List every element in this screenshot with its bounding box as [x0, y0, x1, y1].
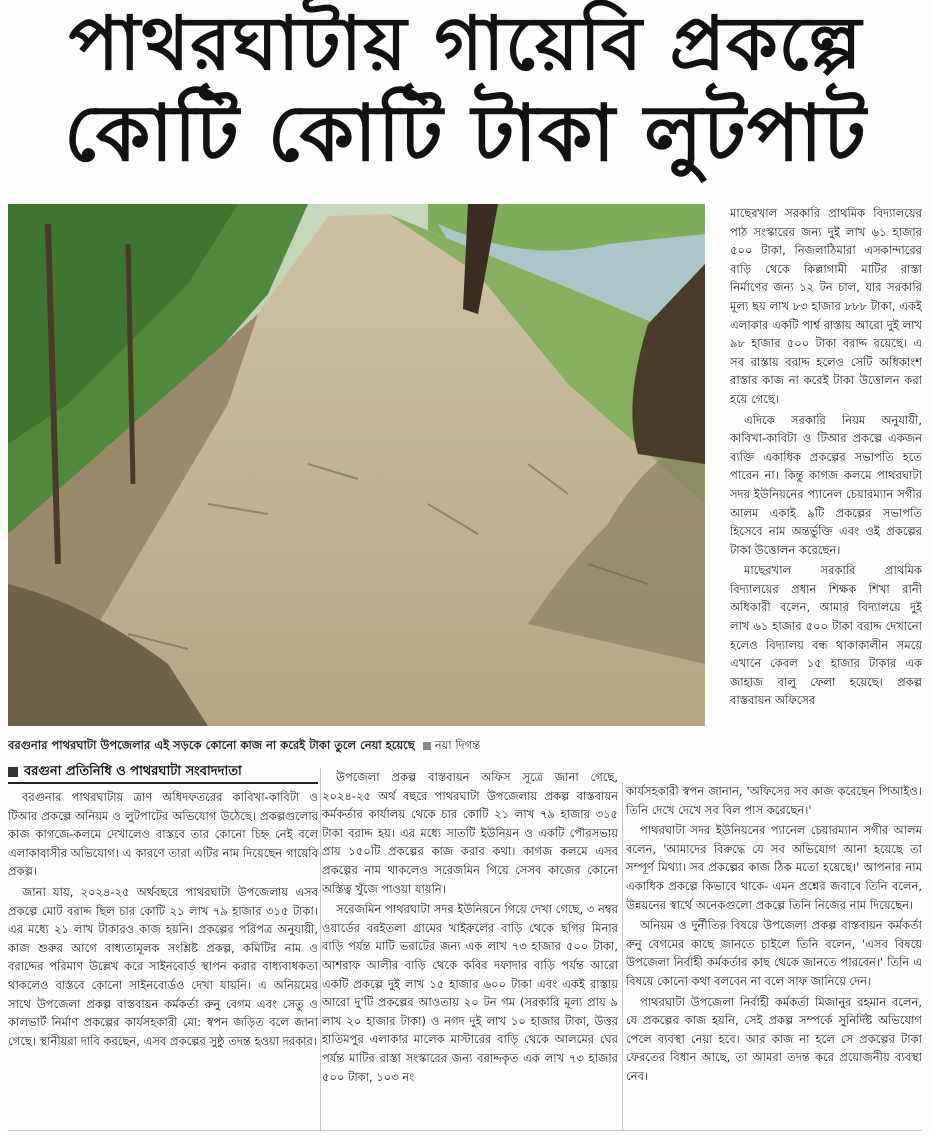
photo-credit: নয়া দিগন্ত: [434, 738, 481, 752]
byline-square-icon: [8, 767, 18, 777]
paragraph: মাছেরখাল সরকারি প্রাথমিক বিদ্যালয়ের প্রধান শিক্ষক শিখা রানী অধিকারী বলেন, আমার বিদ্যালয়ে দুই লাখ ৬১ হাজার ৫০০ টাকা বরাদ্দ দেখানো হলেও বিদ্যালয় বন্ধ থাকাকালীন সময়ে এখানে কেবল ১৫ হাজার টাকার এক জাহাজ বালু ফেলা হয়েছে। প্রকল্প বাস্তবায়ন অফিসের: [730, 563, 922, 708]
bottom-rule: [8, 1130, 922, 1131]
paragraph: পাথরঘাটা উপজেলা নির্বাহী কর্মকর্তা মিজানুর রহমান বলেন, যে প্রকল্পের কাজ হয়নি, সেই প্রকল্প সম্পর্কে সুনির্দিষ্ট অভিযোগ পেলে ব্যবস্থা নেয়া হবে। আর কাজ না হলে সে প্রকল্পের টাকা ফেরতের বিধান আছে, তা আমরা তদন্ত করে প্রয়োজনীয় ব্যবস্থা নেব।: [626, 994, 922, 1083]
paragraph: উপজেলা প্রকল্প বাস্তবায়ন অফিস সূত্রে জানা গেছে, ২০২৪-২৫ অর্থ বছরে পাথরঘাটা উপজেলায় প্রকল্প বাস্তবায়ন কর্মকর্তার কার্যালয় থেকে চার কোটি ২১ লাখ ৭৯ হাজার ৩১৫ টাকা বরাদ্দ হয়। এর মধ্যে সাতটি ইউনিয়ন ও একটি পৌরসভায় প্রায় ১৫০টি প্রকল্পের কাজ করার কথা। কাগজ কলমে এসব প্রকল্পের নাম থাকলেও সরেজমিন গিয়ে সেসব কাজের কোনো অস্তিত্ব খুঁজে পাওয়া যায়নি।: [322, 770, 618, 896]
byline-text: বরগুনা প্রতিনিধি ও পাথরঘাটা সংবাদদাতা: [24, 764, 242, 779]
headline: [0, 1, 931, 179]
road-illustration: [8, 204, 705, 726]
paragraph: বরগুনার পাথরঘাটায় ত্রাণ অধিদফতরের কাবিখা-কাবিটা ও টিআর প্রকল্পে অনিয়ম ও লুটপাটের অভিযোগ উঠেছে। প্রকল্পগুলোর কাজ কাগজে-কলমে দেখালেও বাস্তবে তার কোনো চিহ্ন নেই বলে এলাকাবাসীর অভিযোগ। এ কারণে তারা এটির নাম দিয়েছেন গায়েবি প্রকল্প।: [8, 790, 318, 879]
paragraph: এদিকে সরকারি নিয়ম অনুযায়ী, কাবিখা-কাবিটা ও টিআর প্রকল্পে একজন ব্যক্তি একাধিক প্রকল্পের সভাপতি হতে পারেন না। কিন্তু কাগজ কলমে পাথরঘাটা সদর ইউনিয়নের প্যানেল চেয়ারম্যান সগীর আলম একাই ৯টি প্রকল্পের সভাপতি হিসেবে নাম অন্তর্ভুক্তি এবং ওই প্রকল্পের টাকা উত্তোলন করেছেন।: [730, 412, 922, 557]
byline: [8, 762, 318, 784]
article-column-2: [322, 768, 618, 1130]
headline-line-1: পাথরঘাটায় গায়েবি প্রকল্পে: [68, 1, 863, 87]
news-photo-dirt-road: [8, 204, 705, 726]
article-column-1: [8, 788, 318, 1130]
article-column-right-top: [730, 204, 922, 782]
paragraph: জানা যায়, ২০২৪-২৫ অর্থবছরে পাথরঘাটা উপজেলায় এসব প্রকল্পে মোট বরাদ্দ ছিল চার কোটি ২১ লাখ ৭৯ হাজার ৩১৫ টাকা। এর মধ্যে ২১ লাখ টাকারও কাজ হয়নি। প্রকল্পের পরিপত্র অনুযায়ী, কাজ শুরুর আগে বাধ্যতামূলক সংশ্লিষ্ট প্রকল্প, কমিটির নাম ও বরাদ্দের পরিমাণ উল্লেখ করে সাইনবোর্ড স্থাপন করার বাধ্যবাধকতা থাকলেও বাস্তবে কোনো সাইনবোর্ডও দেখা যায়নি। এ অনিয়মের সাথে উপজেলা প্রকল্প বাস্তবায়ন কর্মকর্তা রুনু বেগম এবং সেতু ও কালভার্ট নির্মাণ প্রকল্পের কার্যসহকারী মো: স্বপন জড়িত বলে জানা গেছে। স্থানীয়রা দাবি করছেন, এসব প্রকল্পের সুষ্ঠু তদন্ত হওয়া দরকার।: [8, 884, 318, 1048]
paragraph: পাথরঘাটা সদর ইউনিয়নের প্যানেল চেয়ারম্যান সগীর আলম বলেন, 'আমাদের বিরুদ্ধে যে সব অভিযোগ আনা হয়েছে তা সম্পূর্ণ মিথ্যা। সব প্রকল্পের কাজ ঠিক মতো হয়েছে।' আপনার নাম একাধিক প্রকল্পে কিভাবে থাকে- এমন প্রশ্নের জবাবে তিনি বলেন, উন্নয়নের স্বার্থে অনেকগুলো প্রকল্পে তিনি নিজের নাম দিয়েছেন।: [626, 823, 922, 912]
column-divider: [320, 768, 321, 1130]
caption-square-icon: [423, 742, 431, 750]
paragraph: সরেজমিন পাথরঘাটা সদর ইউনিয়নে গিয়ে দেখা গেছে, ৩ নম্বর ওয়ার্ডের বরইতলা গ্রামের খাইরুলের বাড়ি থেকে ছগির মিনার বাড়ি পর্যন্ত মাটি ভরাটের জন্য এক লাখ ৭৩ হাজার ৫০০ টাকা, আশরাফ আলীর বাড়ি থেকে কবির দফাদার বাড়ি পর্যন্ত আরো একটি প্রকল্পে দুই লাখ ১৫ হাজার ৬০০ টাকা এবং একই রাস্তায় আরো দু'টি প্রকল্পের আওতায় ২০ টন গম (সরকারি মূল্য প্রায় ৯ লাখ ২০ হাজার টাকা) ও নগদ দুই লাখ ১০ হাজার টাকা, উত্তর হাতিমপুর এলাকার মালেক মাস্টারের বাড়ি থেকে আলমের ঘের পর্যন্ত মাটির রাস্তা সংস্কারের জন্য বরাদ্দকৃত এক লাখ ৭৩ হাজার ৫০০ টাকা, ১০৩ নং: [322, 902, 618, 1084]
paragraph: কার্যসহকারী স্বপন জানান, 'অফিসের সব কাজ করেছেন পিআইও। তিনি দেখে দেখে সব বিল পাস করেছেন।': [626, 784, 922, 817]
paragraph: মাছেরখাল সরকারি প্রাথমিক বিদ্যালয়ের পাঠ সংস্কারের জন্য দুই লাখ ৬১ হাজার ৫০০ টাকা, নিজলাঠিমারা এসকান্দারের বাড়ি থেকে কিল্লাগামী মাটির রাস্তা নির্মাণের জন্য ১২ টন চাল, যার সরকারি মূল্য ছয় লাখ ৮৩ হাজার ৮৮৮ টাকা, একই এলাকার একটি পার্শ্ব রাস্তায় আরো দুই লাখ ৯৮ হাজার ৫০০ টাকা বরাদ্দ রয়েছে। এ সব রাস্তায় বরাদ্দ হলেও সেটি অধিকাংশ রাস্তার কাজ না করেই টাকা উত্তোলন করা হয়ে গেছে।: [730, 206, 922, 406]
photo-caption: [8, 734, 705, 756]
article-column-3: [626, 782, 922, 1130]
headline-line-2: কোটি কোটি টাকা লুটপাট: [64, 88, 867, 179]
paragraph: অনিয়ম ও দুর্নীতির বিষয়ে উপজেলা প্রকল্প বাস্তবায়ন কর্মকর্তা রুনু বেগমের কাছে জানতে চাইলে তিনি বলেন, 'এসব বিষয়ে উপজেলা নির্বাহী কর্মকর্তার কাছ থেকে জানতে পারবেন।' তিনি এ বিষয়ে কোনো কথা বলবেন না বলে সাফ জানিয়ে দেন।: [626, 918, 922, 988]
photo-caption-text: বরগুনার পাথরঘাটা উপজেলার এই সড়কে কোনো কাজ না করেই টাকা তুলে নেয়া হয়েছে: [8, 738, 415, 752]
column-divider: [622, 782, 623, 1130]
